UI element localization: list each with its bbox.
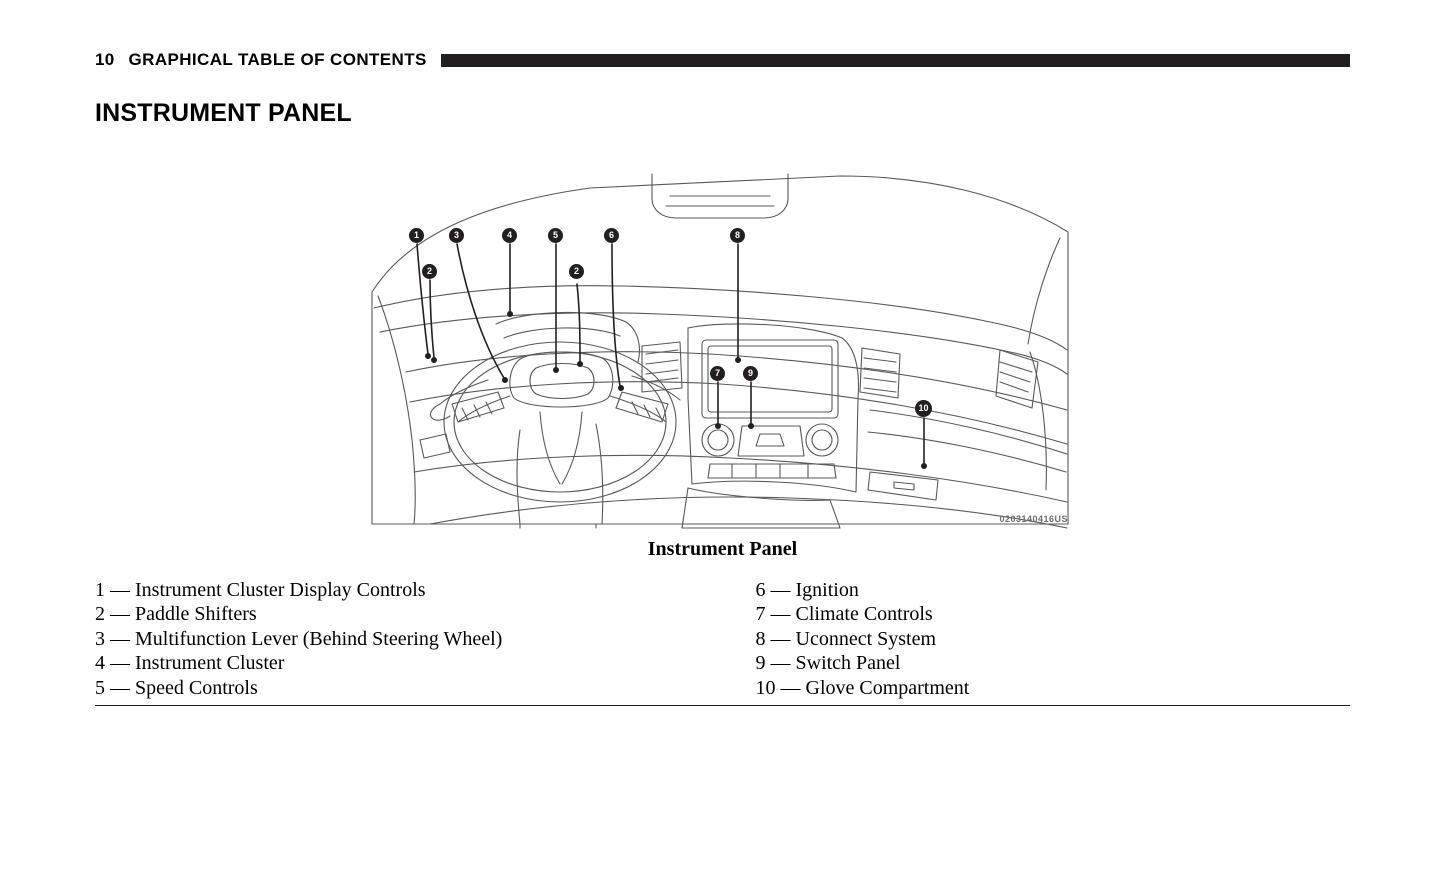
instrument-panel-line-drawing (370, 172, 1070, 530)
callout-marker-1: 1 (409, 228, 424, 243)
figure-caption: Instrument Panel (647, 538, 798, 560)
callout-marker-6: 6 (604, 228, 619, 243)
callout-item-8: 8 — Uconnect System (755, 627, 937, 650)
callout-column-right (723, 578, 1351, 700)
page-header (95, 46, 1350, 74)
page-title: INSTRUMENT PANEL (95, 98, 352, 127)
callout-item-3: 3 — Multifunction Lever (Behind Steering Wheel) (95, 627, 503, 650)
callout-column-left (95, 578, 723, 700)
callout-item-10: 10 — Glove Compartment (755, 676, 970, 699)
header-title: GRAPHICAL TABLE OF CONTENTS (128, 50, 427, 69)
callout-marker-4: 4 (502, 228, 517, 243)
figure-code: 0203140416US (999, 514, 1068, 524)
callout-marker-9: 9 (743, 366, 758, 381)
callout-marker-2b: 2 (569, 264, 584, 279)
callout-marker-3: 3 (449, 228, 464, 243)
callout-item-6: 6 — Ignition (755, 579, 859, 601)
callout-marker-8: 8 (730, 228, 745, 243)
callout-legend (95, 578, 1350, 700)
header-rule (441, 54, 1350, 67)
callout-item-1: 1 — Instrument Cluster Display Controls (95, 579, 426, 601)
callout-marker-7: 7 (710, 366, 725, 381)
callout-item-2: 2 — Paddle Shifters (95, 603, 257, 626)
callout-item-5: 5 — Speed Controls (95, 676, 258, 699)
footer-rule (95, 705, 1350, 706)
callout-marker-10: 10 (915, 400, 932, 417)
page-number: 10 (95, 50, 115, 69)
callout-marker-2a: 2 (422, 264, 437, 279)
callout-item-9: 9 — Switch Panel (755, 652, 901, 675)
callout-item-4: 4 — Instrument Cluster (95, 652, 285, 675)
callout-item-7: 7 — Climate Controls (755, 603, 933, 626)
callout-marker-5: 5 (548, 228, 563, 243)
instrument-panel-figure (370, 172, 1070, 530)
